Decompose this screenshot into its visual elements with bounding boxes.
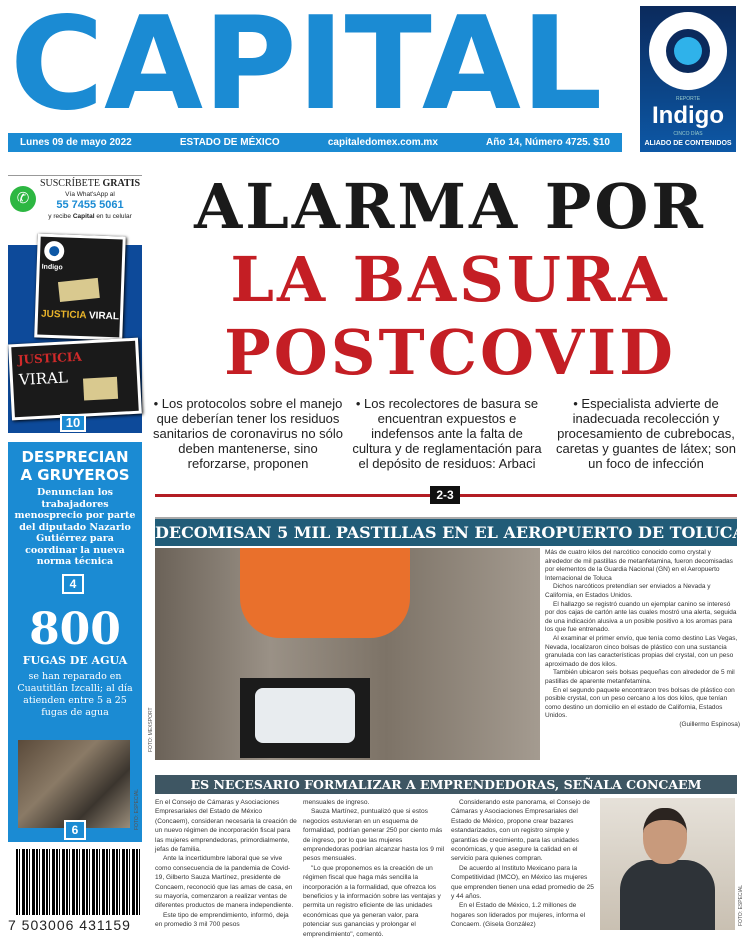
paragraph: Ante la incertidumbre laboral que se vive como consecuencia de la pandemia de Covid-19, Gilberto Sauza Martínez, presidente de Concaem, reconoció que las amas de casa, en su mayoría, comenzaron a realizar ventas de diferentes productos de manera independiente.	[155, 855, 294, 910]
story2-photo	[600, 798, 735, 930]
paragraph: mensuales de ingreso.	[303, 799, 370, 806]
info-bar	[8, 133, 622, 152]
desprecian-title-2: A GRUYEROS	[20, 466, 130, 484]
paragraph: De acuerdo al Instituto Mexicano para la Competitividad (IMCO), en México las mujeres que emprenden tienen una edad promedio de 25 y 44 años.	[451, 864, 594, 901]
paragraph: En el Estado de México, 1.2 millones de hogares son liderados por mujeres, informa el Concaem. (Gisela González)	[451, 902, 586, 929]
spread-title-a: JUSTICIA	[17, 349, 83, 367]
fugas-story[interactable]	[8, 584, 142, 842]
date: Lunes 09 de mayo 2022	[20, 137, 132, 148]
photo-credit: FOTO: ESPECIAL	[738, 884, 744, 926]
issue-info: Año 14, Número 4725. $10	[486, 137, 610, 148]
cover-brand: Indigo	[41, 263, 63, 272]
page-reference: 2-3	[430, 486, 460, 504]
story2-headline[interactable]: ES NECESARIO FORMALIZAR A EMPRENDEDORAS, SEÑALA CONCAEM	[155, 775, 737, 794]
page-badge: 10	[60, 414, 86, 432]
paragraph: Este tipo de emprendimiento, informó, deja en promedio 3 mil 700 pesos	[155, 911, 289, 929]
subscribe-label: SUSCRÍBETE	[39, 178, 103, 189]
paragraph: Dichos narcóticos pretendían ser enviados a Nevada y California, en Estados Unidos.	[545, 583, 711, 599]
subscribe-text-b: Capital	[72, 213, 95, 220]
paragraph: También ubicaron seis bolsas pequeñas con alrededor de 5 mil pastillas de aparente metanfetamina.	[545, 669, 735, 685]
desprecian-summary: Denuncian los trabajadores menosprecio por parte del diputado Nazario Gutiérrez para coordinar la nueva norma técnica	[14, 487, 136, 567]
partner-cinco: CINCO DÍAS	[673, 131, 703, 137]
paragraph: Más de cuatro kilos del narcótico conocido como crystal y alrededor de mil pastillas de metanfetamina, fueron decomisadas por elementos de la Guardia Nacional (GN) en el Aeropuerto Internacional de Toluca	[545, 549, 733, 582]
bullet: • Los recolectores de basura se encuentran expuestos e indefensos ante la falta de cultura y de reglamentación para el depósito de residuos: Arbaci	[352, 396, 542, 471]
fugas-label: FUGAS DE AGUA	[22, 654, 128, 667]
subscribe-text-a: y recibe	[48, 213, 73, 220]
indigo-partner-badge[interactable]	[640, 6, 736, 152]
subscribe-box	[8, 175, 142, 223]
story2-column-3	[451, 798, 594, 930]
fugas-photo	[18, 740, 130, 828]
subscribe-text-c: en tu celular	[94, 213, 132, 220]
indigo-promo[interactable]	[8, 233, 142, 433]
partner-reporte: REPORTE	[675, 96, 701, 102]
story1-photo	[155, 548, 540, 760]
barcode-bars	[16, 849, 142, 915]
partner-brand: Indigo	[652, 102, 724, 129]
fugas-summary: se han reparado en Cuautitlán Izcalli; al día atienden entre 5 a 25 fugas de agua	[17, 671, 133, 718]
website-link[interactable]: capitaledomex.com.mx	[327, 137, 438, 148]
paragraph: Considerando este panorama, el Consejo de Cámaras y Asociaciones Empresariales del Estado de México, propone crear bazares estandarizados, con un registro simple y garantías de crecimiento, para las unidades económicas, y que asegure la calidad en el servicio para quienes compran.	[451, 799, 590, 863]
paragraph: En el Consejo de Cámaras y Asociaciones Empresariales del Estado de México (Concaem), consideran necesaria la creación de un nuevo régimen de incorporación fiscal para las mujeres emprendedoras, primordialmente, jefas de familia.	[155, 799, 297, 854]
headline-bullets	[152, 396, 742, 471]
story2-column-2	[303, 798, 445, 939]
desprecian-title-1: DESPRECIAN	[21, 448, 129, 466]
story2-column-1	[155, 798, 297, 930]
desprecian-story[interactable]	[8, 442, 142, 584]
paragraph: El hallazgo se registró cuando un ejemplar canino se interesó por dos cajas de cartón ante las cuales mostró una alerta, seguida de una indicación alusiva a un posible positivo a los aromas para los que fue entrenado.	[545, 600, 737, 634]
paragraph: En el segundo paquete encontraron tres bolsas de plástico con posible crystal, con un peso cercano a los dos kilos, que tenían como destino un domicilio en el estado de California, Estados Unidos.	[545, 686, 735, 720]
photo-credit: FOTO: MEXSPORT	[148, 707, 154, 752]
headline-line-2[interactable]: LA BASURA	[230, 243, 670, 316]
fugas-number: 800	[29, 604, 121, 655]
cover-title-b: VIRAL	[88, 310, 120, 323]
subscribe-phone[interactable]: 55 7455 5061	[56, 199, 124, 211]
paragraph: Al examinar el primer envío, que tenía como destino Las Vegas, Nevada, localizaron cinco bolsas de plástico con una sustancia granulada con las características propias del crystal, con un peso aproximado de dos kilos.	[545, 634, 738, 668]
region: ESTADO DE MÉXICO	[179, 137, 280, 148]
cover-title-a: JUSTICIA	[40, 308, 90, 322]
page-badge: 4	[62, 574, 84, 594]
photo-credit: FOTO: ESPECIAL	[134, 788, 140, 830]
spread-title-b: VIRAL	[18, 368, 69, 389]
magazine-spread	[8, 338, 142, 421]
bullet: • Los protocolos sobre el manejo que deberían tener los residuos sanitarios de coronavirus no sólo deben mantenerse, sino reforzarse, proponen	[152, 396, 344, 471]
partner-ally: ALIADO DE CONTENIDOS	[644, 140, 732, 147]
headline-line-3[interactable]: POSTCOVID	[224, 316, 676, 389]
bullet: • Especialista advierte de inadecuada recolección y procesamiento de cubrebocas, caretas y guantes de látex; son un foco de infección	[556, 396, 736, 471]
whatsapp-icon: ✆	[10, 186, 36, 212]
subscribe-free: GRATIS	[102, 178, 141, 189]
story1-headline[interactable]: DECOMISAN 5 MIL PASTILLAS EN EL AEROPUERTO DE TOLUCA	[155, 517, 737, 546]
paragraph: "Lo que proponemos es la creación de un régimen fiscal que haga más sencilla la incorporación a la formalidad, que ofrezca los beneficios y la información sobre las ventajas y permita un registro eficiente de las unidades económicas que ya generan valor, para potenciar sus ganancias y prolongar el emprendimiento", comentó.	[303, 864, 441, 938]
subscribe-via: Vía What'sApp al	[65, 191, 115, 198]
headline-line-1[interactable]: ALARMA POR	[194, 170, 706, 243]
story1-body	[545, 549, 740, 729]
indigo-logo-dot	[674, 37, 702, 65]
page-badge: 6	[64, 820, 86, 840]
byline: (Guillermo Espinosa)	[679, 720, 740, 728]
magazine-cover	[34, 233, 126, 340]
barcode-number: 7 503006 431159	[8, 917, 131, 933]
barcode	[8, 845, 142, 935]
paragraph: Sauza Martínez, puntualizó que si estos negocios estuvieran en un esquema de formalidad, podrían generar 250 por ciento más de ingreso, por lo que las mujeres emprendedoras podrían alcanzar hasta los 9 mil pesos mensuales.	[303, 808, 445, 863]
masthead-logo: CAPITAL	[10, 0, 603, 130]
